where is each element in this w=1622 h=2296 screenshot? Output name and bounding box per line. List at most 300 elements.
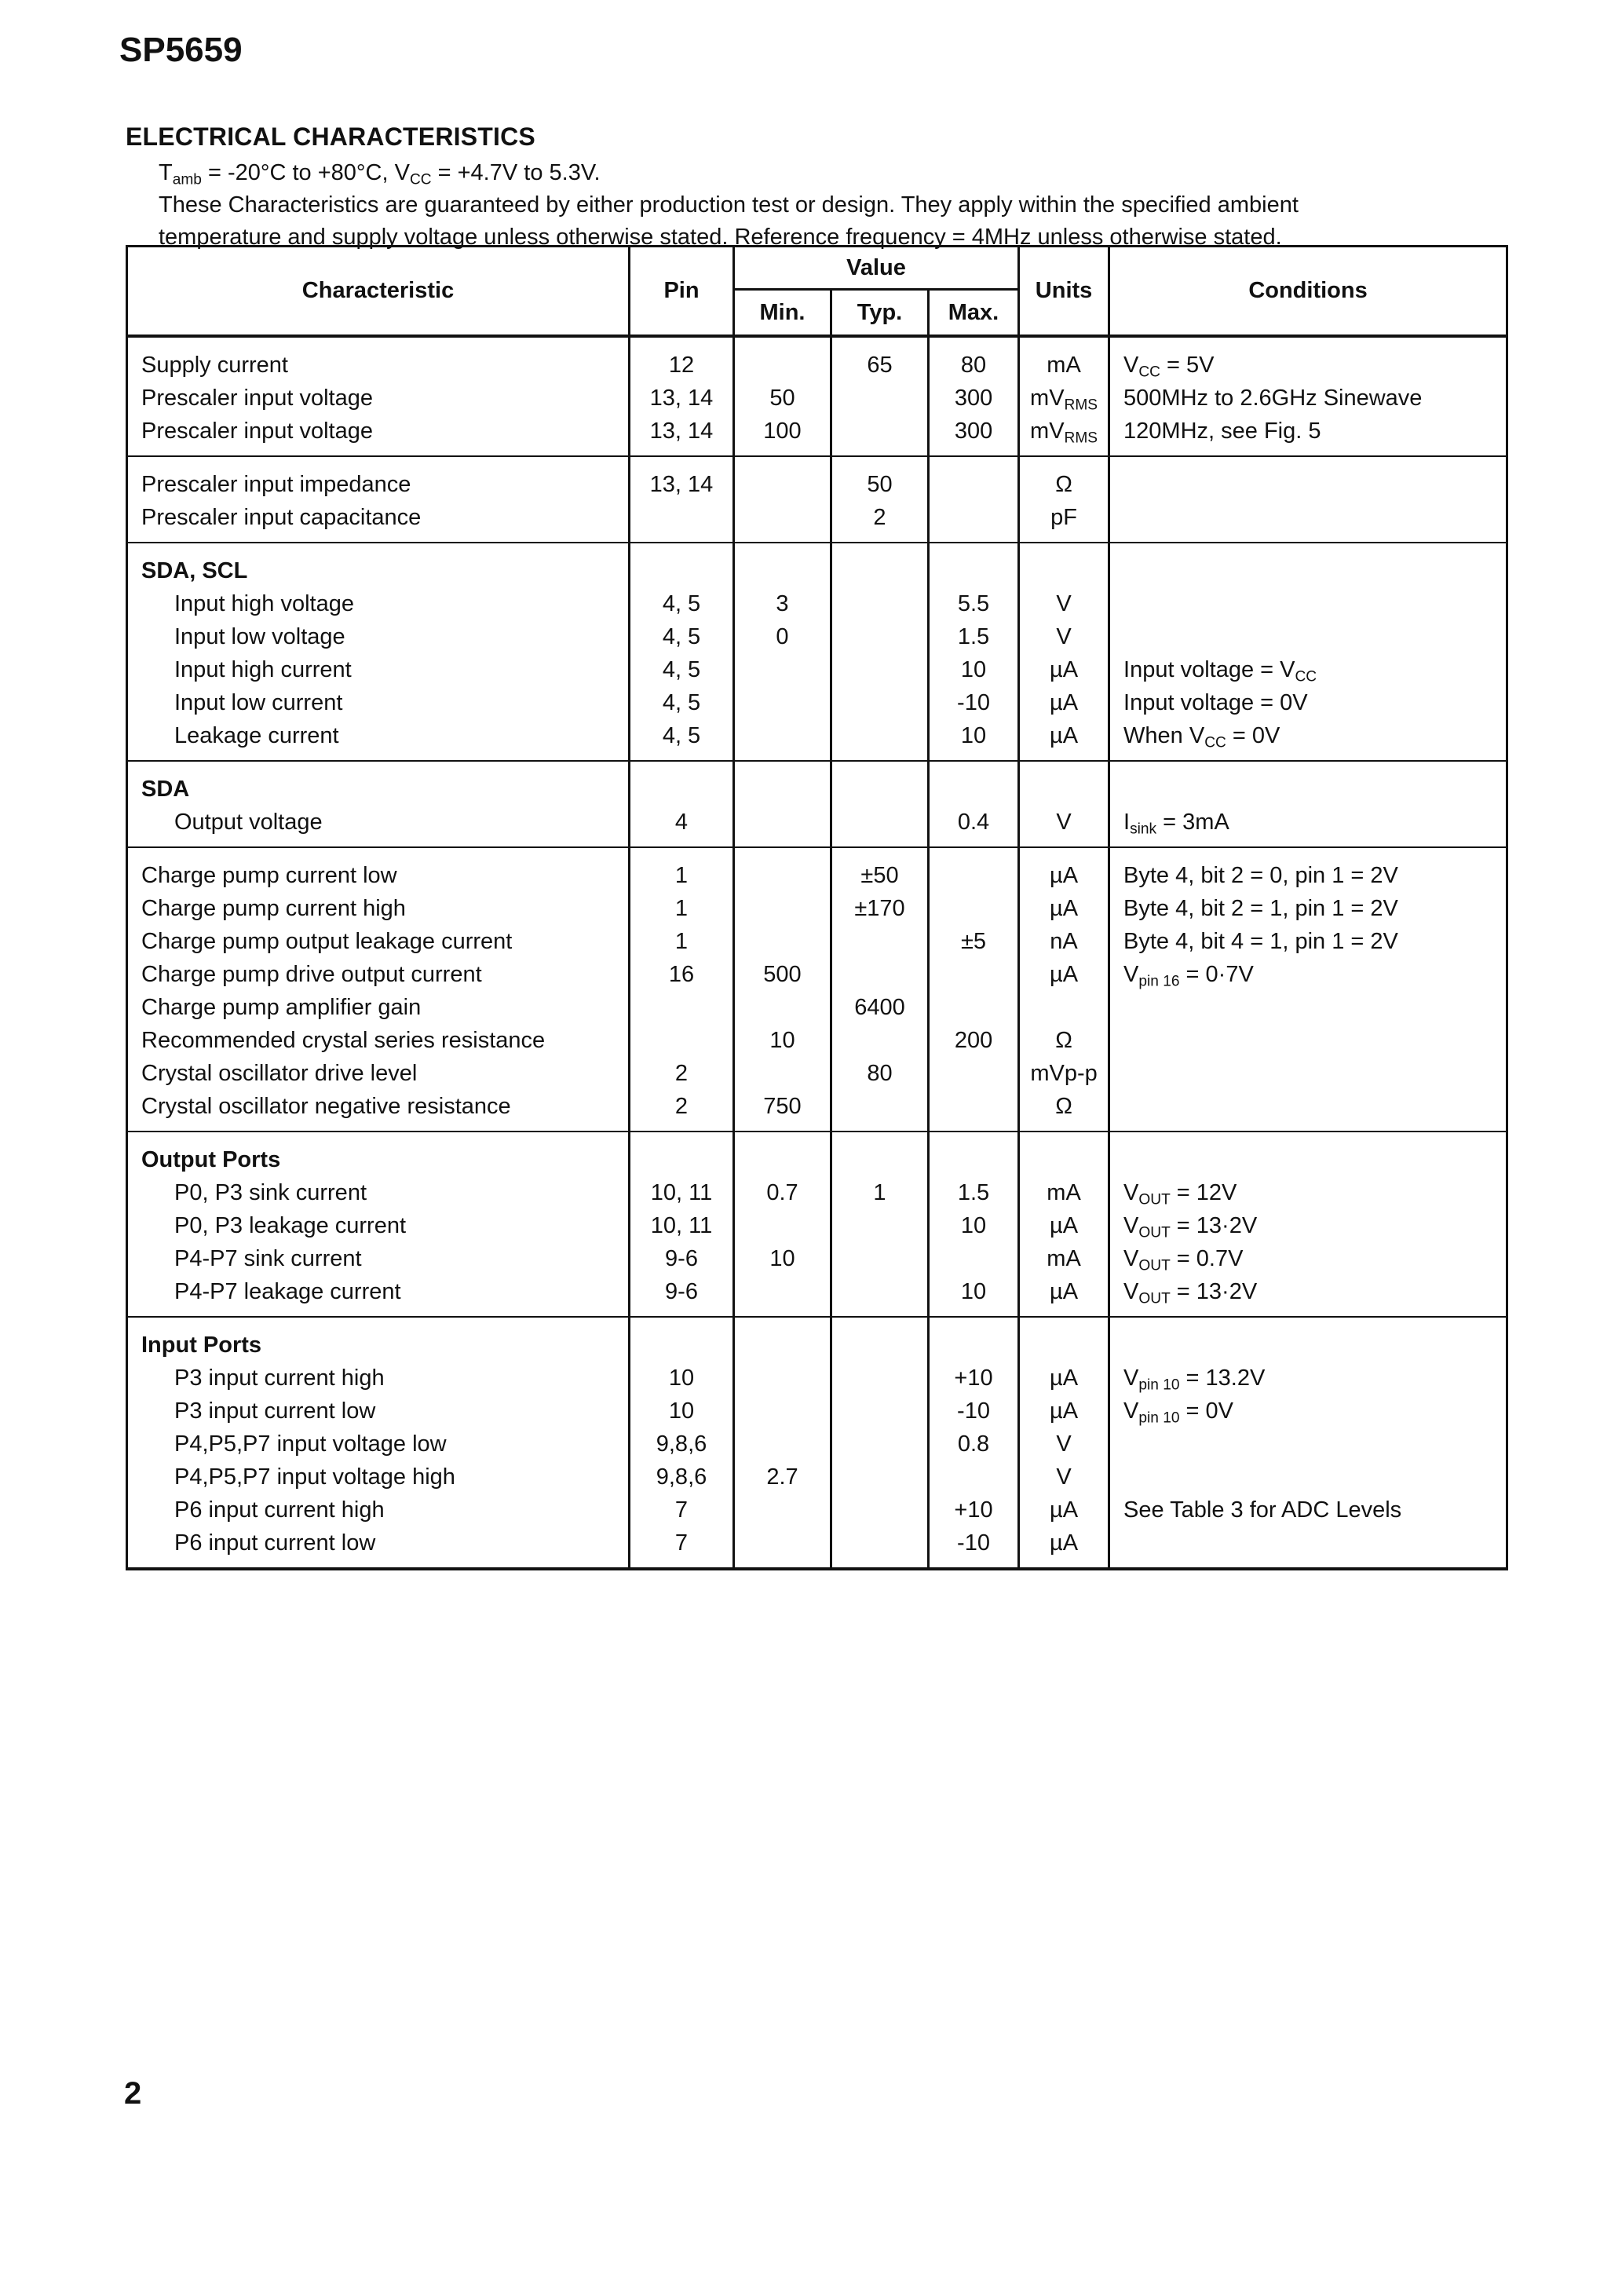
row-typ: ±50 xyxy=(860,863,899,888)
row-pin: 4, 5 xyxy=(662,690,701,715)
row-units: Ω xyxy=(1055,1028,1072,1053)
row-units: pF xyxy=(1050,505,1077,530)
row-pin: 9-6 xyxy=(665,1246,698,1271)
row-min: 0.7 xyxy=(766,1180,798,1205)
row-pin: 2 xyxy=(674,1094,689,1119)
row-pin: 4, 5 xyxy=(662,657,701,682)
row-characteristic: Prescaler input impedance xyxy=(141,472,411,497)
cell-characteristic xyxy=(127,761,630,847)
empty-cell-line xyxy=(735,1329,830,1362)
row-typ xyxy=(832,925,927,958)
vcc-subscript: CC xyxy=(409,171,432,188)
empty-cell-line xyxy=(1020,1329,1108,1362)
row-min xyxy=(735,1275,830,1308)
row-characteristic: Crystal oscillator negative resistance xyxy=(141,1094,511,1119)
row-conditions: $I_{sink} = 3mA$ xyxy=(1123,810,1229,838)
row-pin: 4 xyxy=(674,810,689,835)
header-units: Units xyxy=(1019,247,1109,337)
row-characteristic: P3 input current high xyxy=(174,1366,385,1391)
empty-cell-line xyxy=(630,773,732,806)
row-typ xyxy=(832,1024,927,1057)
row-typ xyxy=(832,1493,927,1526)
cell-min xyxy=(734,336,831,456)
cell-min xyxy=(734,456,831,543)
row-max: 1.5 xyxy=(957,624,990,649)
row-pin xyxy=(630,501,732,534)
row-max xyxy=(930,991,1017,1024)
row-min: 10 xyxy=(769,1246,795,1271)
row-min xyxy=(735,1493,830,1526)
row-conditions xyxy=(1123,1428,1506,1461)
row-pin: 9,8,6 xyxy=(656,1431,707,1457)
cell-characteristic xyxy=(127,456,630,543)
cell-conditions xyxy=(1109,336,1507,456)
row-conditions: 500MHz to 2.6GHz Sinewave xyxy=(1123,386,1423,411)
row-min xyxy=(735,806,830,839)
row-typ: 6400 xyxy=(854,995,905,1020)
empty-cell-line xyxy=(930,1329,1017,1362)
row-typ xyxy=(832,1362,927,1395)
row-units: µA xyxy=(1050,723,1079,748)
row-pin: 1 xyxy=(674,896,689,921)
row-typ: 80 xyxy=(867,1061,893,1086)
cell-min xyxy=(734,847,831,1132)
row-typ: 2 xyxy=(873,505,886,530)
row-units: Ω xyxy=(1055,1094,1072,1119)
row-min xyxy=(735,686,830,719)
row-typ xyxy=(832,719,927,752)
row-typ xyxy=(832,1428,927,1461)
row-units: V xyxy=(1056,1431,1072,1457)
row-pin: 2 xyxy=(674,1061,689,1086)
group-title: SDA, SCL xyxy=(141,558,248,583)
row-units: Ω xyxy=(1055,472,1072,497)
row-units: µA xyxy=(1050,962,1079,987)
cell-characteristic xyxy=(127,1132,630,1317)
row-min xyxy=(735,1526,830,1559)
row-typ xyxy=(832,958,927,991)
header-typ: Typ. xyxy=(831,290,929,337)
row-conditions xyxy=(1123,501,1506,534)
tamb-label: T xyxy=(159,160,173,185)
row-pin: 7 xyxy=(674,1530,689,1556)
row-max xyxy=(930,1090,1017,1123)
cell-max xyxy=(929,456,1019,543)
row-pin: 10, 11 xyxy=(650,1213,713,1238)
cell-max xyxy=(929,1132,1019,1317)
row-conditions: $V_{CC} = 5V$ xyxy=(1123,353,1215,381)
cell-units xyxy=(1019,1317,1109,1569)
row-min xyxy=(735,1428,830,1461)
cell-min xyxy=(734,1317,831,1569)
empty-cell-line xyxy=(1020,1143,1108,1176)
row-pin: 4, 5 xyxy=(662,723,701,748)
row-pin: 10, 11 xyxy=(650,1180,713,1205)
row-conditions: $V_{OUT} = 12V$ xyxy=(1123,1180,1237,1208)
cell-units xyxy=(1019,1132,1109,1317)
cell-conditions xyxy=(1109,1317,1507,1569)
row-min xyxy=(735,719,830,752)
empty-cell-line xyxy=(630,554,732,587)
row-units: µA xyxy=(1050,1213,1079,1238)
row-min xyxy=(735,1362,830,1395)
row-characteristic: Charge pump current high xyxy=(141,896,406,921)
row-conditions: Input voltage = $V_{CC}$ xyxy=(1123,657,1317,686)
row-units: mA xyxy=(1047,1246,1081,1271)
row-min xyxy=(735,653,830,686)
row-min: 3 xyxy=(776,591,789,616)
row-units: µA xyxy=(1050,690,1079,715)
cell-max xyxy=(929,336,1019,456)
row-pin: 9,8,6 xyxy=(656,1464,707,1490)
table-row-group xyxy=(127,1132,1507,1317)
header-max: Max. xyxy=(929,290,1019,337)
row-conditions: See Table 3 for ADC Levels xyxy=(1123,1497,1402,1523)
row-min xyxy=(735,892,830,925)
row-min: 100 xyxy=(763,419,802,444)
row-characteristic: P4,P5,P7 input voltage high xyxy=(174,1464,455,1490)
cell-units xyxy=(1019,543,1109,761)
row-characteristic: Input high voltage xyxy=(174,591,354,616)
row-conditions: $V_{pin 10} = 0V$ xyxy=(1123,1398,1234,1427)
cell-conditions xyxy=(1109,1132,1507,1317)
cell-min xyxy=(734,761,831,847)
row-pin: 4, 5 xyxy=(662,624,701,649)
cell-typ xyxy=(831,456,929,543)
row-units: µA xyxy=(1050,1497,1079,1523)
table-row-group xyxy=(127,336,1507,456)
table-body xyxy=(127,336,1507,1569)
row-max: 300 xyxy=(954,386,993,411)
row-characteristic: Supply current xyxy=(141,353,288,378)
intro-text xyxy=(159,157,1540,254)
row-typ xyxy=(832,587,927,620)
row-pin: 13, 14 xyxy=(649,419,714,444)
row-pin: 4, 5 xyxy=(662,591,701,616)
row-min xyxy=(735,991,830,1024)
row-conditions xyxy=(1123,1024,1506,1057)
row-characteristic: Prescaler input voltage xyxy=(141,386,373,411)
cell-characteristic xyxy=(127,847,630,1132)
row-units: µA xyxy=(1050,1398,1079,1424)
row-typ xyxy=(832,620,927,653)
row-max: 10 xyxy=(960,1213,987,1238)
row-units: V xyxy=(1056,624,1072,649)
cell-units xyxy=(1019,761,1109,847)
row-conditions xyxy=(1123,587,1506,620)
row-pin: 10 xyxy=(668,1398,695,1424)
empty-cell-line xyxy=(1123,1329,1506,1362)
row-min: 50 xyxy=(769,386,795,411)
row-characteristic: Input low current xyxy=(174,690,343,715)
row-characteristic: P4-P7 leakage current xyxy=(174,1279,401,1304)
header-min: Min. xyxy=(734,290,831,337)
part-number: SP5659 xyxy=(119,31,243,69)
cell-typ xyxy=(831,543,929,761)
cell-pin xyxy=(630,761,734,847)
row-conditions xyxy=(1123,1090,1506,1123)
empty-cell-line xyxy=(1123,773,1506,806)
cell-min xyxy=(734,543,831,761)
row-typ xyxy=(832,382,927,415)
row-max: 0.8 xyxy=(957,1431,990,1457)
row-conditions: $V_{OUT} = 13\cdot 2V$ xyxy=(1123,1213,1258,1241)
row-units: V xyxy=(1056,1464,1072,1490)
empty-cell-line xyxy=(930,554,1017,587)
row-characteristic: Charge pump output leakage current xyxy=(141,929,513,954)
row-conditions xyxy=(1123,468,1506,501)
cell-typ xyxy=(831,1317,929,1569)
row-conditions xyxy=(1123,1461,1506,1493)
row-units xyxy=(1020,991,1108,1024)
cell-characteristic xyxy=(127,1317,630,1569)
row-max: +10 xyxy=(954,1497,993,1523)
cell-pin xyxy=(630,1132,734,1317)
row-conditions: Byte 4, bit 2 = 1, pin 1 = 2V xyxy=(1123,896,1398,921)
row-min xyxy=(735,501,830,534)
row-min xyxy=(735,349,830,382)
row-pin: 1 xyxy=(674,863,689,888)
cell-pin xyxy=(630,847,734,1132)
row-max: 0.4 xyxy=(957,810,990,835)
page-number: 2 xyxy=(124,2076,142,2111)
cell-typ xyxy=(831,847,929,1132)
empty-cell-line xyxy=(1020,773,1108,806)
table-row-group xyxy=(127,456,1507,543)
row-units: V xyxy=(1056,591,1072,616)
tamb-range: = -20°C to +80°C, V xyxy=(201,160,410,185)
row-min xyxy=(735,1057,830,1090)
row-characteristic: Prescaler input capacitance xyxy=(141,505,422,530)
row-pin: 13, 14 xyxy=(649,472,714,497)
row-units: mA xyxy=(1047,353,1081,378)
row-typ xyxy=(832,686,927,719)
row-conditions: $V_{pin 10} = 13.2V$ xyxy=(1123,1366,1266,1394)
row-characteristic: Recommended crystal series resistance xyxy=(141,1028,546,1053)
empty-cell-line xyxy=(735,1143,830,1176)
empty-cell-line xyxy=(832,1329,927,1362)
row-characteristic: Charge pump current low xyxy=(141,863,397,888)
reference-line: temperature and supply voltage unless otherwise stated. Reference frequency = 4MHz unless otherwise stated. xyxy=(159,225,1282,250)
row-units: $mV_{RMS}$ xyxy=(1030,386,1098,414)
cell-pin xyxy=(630,336,734,456)
row-max: -10 xyxy=(957,1530,990,1556)
cell-max xyxy=(929,543,1019,761)
row-conditions: Byte 4, bit 2 = 0, pin 1 = 2V xyxy=(1123,863,1398,888)
row-max: -10 xyxy=(957,690,990,715)
row-typ xyxy=(832,1526,927,1559)
empty-cell-line xyxy=(832,1143,927,1176)
row-max: ±5 xyxy=(960,929,987,954)
row-conditions xyxy=(1123,1526,1506,1559)
row-characteristic: Prescaler input voltage xyxy=(141,419,373,444)
empty-cell-line xyxy=(1123,554,1506,587)
empty-cell-line xyxy=(930,773,1017,806)
row-typ xyxy=(832,653,927,686)
cell-units xyxy=(1019,456,1109,543)
row-pin: 12 xyxy=(668,353,695,378)
temperature-supply-line xyxy=(159,157,1540,189)
row-min: 2.7 xyxy=(766,1464,798,1490)
row-units: µA xyxy=(1050,1279,1079,1304)
row-characteristic: P6 input current low xyxy=(174,1530,376,1556)
row-characteristic: P4-P7 sink current xyxy=(174,1246,362,1271)
row-max xyxy=(930,859,1017,892)
cell-max xyxy=(929,1317,1019,1569)
row-typ xyxy=(832,1242,927,1275)
row-characteristic: Charge pump drive output current xyxy=(141,962,482,987)
page-header-part-number xyxy=(119,31,243,69)
row-max xyxy=(930,468,1017,501)
vcc-range: = +4.7V to 5.3V. xyxy=(431,160,601,185)
row-typ xyxy=(832,1461,927,1493)
tamb-subscript: amb xyxy=(172,171,202,188)
cell-pin xyxy=(630,1317,734,1569)
row-max: 5.5 xyxy=(957,591,990,616)
cell-pin xyxy=(630,543,734,761)
row-typ xyxy=(832,1395,927,1428)
cell-units xyxy=(1019,336,1109,456)
empty-cell-line xyxy=(735,554,830,587)
row-typ xyxy=(832,1090,927,1123)
row-typ: ±170 xyxy=(854,896,905,921)
row-units: µA xyxy=(1050,863,1079,888)
table-row-group xyxy=(127,761,1507,847)
row-max: 10 xyxy=(960,1279,987,1304)
row-max: 1.5 xyxy=(957,1180,990,1205)
table-row-group xyxy=(127,543,1507,761)
empty-cell-line xyxy=(930,1143,1017,1176)
electrical-characteristics-table xyxy=(126,245,1508,1570)
row-typ xyxy=(832,1209,927,1242)
cell-conditions xyxy=(1109,456,1507,543)
row-units: mA xyxy=(1047,1180,1081,1205)
row-pin: 16 xyxy=(668,962,695,987)
table-row-group xyxy=(127,1317,1507,1569)
row-typ: 1 xyxy=(873,1180,886,1205)
group-title: Output Ports xyxy=(141,1147,281,1172)
cell-conditions xyxy=(1109,761,1507,847)
row-pin: 10 xyxy=(668,1366,695,1391)
cell-pin xyxy=(630,456,734,543)
row-max xyxy=(930,1461,1017,1493)
row-pin xyxy=(630,991,732,1024)
row-characteristic: Input high current xyxy=(174,657,352,682)
row-min: 750 xyxy=(763,1094,802,1119)
row-pin: 9-6 xyxy=(665,1279,698,1304)
row-conditions xyxy=(1123,1057,1506,1090)
row-units: V xyxy=(1056,810,1072,835)
row-conditions: $V_{OUT} = 0.7V$ xyxy=(1123,1246,1244,1274)
cell-typ xyxy=(831,761,929,847)
row-characteristic: P0, P3 leakage current xyxy=(174,1213,407,1238)
group-title: SDA xyxy=(141,777,190,802)
row-min: 10 xyxy=(769,1028,795,1053)
row-max: -10 xyxy=(957,1398,990,1424)
empty-cell-line xyxy=(1020,554,1108,587)
section-title: ELECTRICAL CHARACTERISTICS xyxy=(126,122,535,151)
row-pin: 1 xyxy=(674,929,689,954)
row-max xyxy=(930,1242,1017,1275)
row-units: nA xyxy=(1050,929,1078,954)
row-pin xyxy=(630,1024,732,1057)
cell-max xyxy=(929,847,1019,1132)
row-units: µA xyxy=(1050,657,1079,682)
row-typ: 65 xyxy=(867,353,893,378)
empty-cell-line xyxy=(735,773,830,806)
row-max xyxy=(930,892,1017,925)
row-max: 80 xyxy=(960,353,987,378)
row-typ: 50 xyxy=(867,472,893,497)
cell-min xyxy=(734,1132,831,1317)
row-conditions: $V_{OUT} = 13\cdot 2V$ xyxy=(1123,1279,1258,1307)
row-conditions: Byte 4, bit 4 = 1, pin 1 = 2V xyxy=(1123,929,1398,954)
row-min: 500 xyxy=(763,962,802,987)
row-conditions: Input voltage = 0V xyxy=(1123,690,1308,715)
cell-characteristic xyxy=(127,543,630,761)
row-conditions: 120MHz, see Fig. 5 xyxy=(1123,419,1321,444)
group-title: Input Ports xyxy=(141,1333,262,1358)
header-conditions: Conditions xyxy=(1109,247,1507,337)
row-units: $mV_{RMS}$ xyxy=(1030,419,1098,447)
row-characteristic: Charge pump amplifier gain xyxy=(141,995,422,1020)
row-min xyxy=(735,1209,830,1242)
row-max: 10 xyxy=(960,723,987,748)
cell-typ xyxy=(831,1132,929,1317)
row-conditions xyxy=(1123,991,1506,1024)
row-max: 300 xyxy=(954,419,993,444)
row-max xyxy=(930,501,1017,534)
cell-units xyxy=(1019,847,1109,1132)
row-min xyxy=(735,1395,830,1428)
row-characteristic: Input low voltage xyxy=(174,624,345,649)
empty-cell-line xyxy=(1123,1143,1506,1176)
header-value: Value xyxy=(734,247,1019,290)
cell-conditions xyxy=(1109,543,1507,761)
row-max xyxy=(930,1057,1017,1090)
row-pin: 13, 14 xyxy=(649,386,714,411)
row-pin: 7 xyxy=(674,1497,689,1523)
empty-cell-line xyxy=(832,554,927,587)
row-typ xyxy=(832,415,927,448)
row-conditions xyxy=(1123,620,1506,653)
row-max: +10 xyxy=(954,1366,993,1391)
row-typ xyxy=(832,806,927,839)
row-conditions: $V_{pin 16} = 0\cdot 7V$ xyxy=(1123,962,1254,990)
row-min xyxy=(735,925,830,958)
row-max: 10 xyxy=(960,657,987,682)
row-min: 0 xyxy=(776,624,789,649)
header-characteristic: Characteristic xyxy=(127,247,630,337)
row-characteristic: Output voltage xyxy=(174,810,323,835)
row-min xyxy=(735,859,830,892)
row-units: µA xyxy=(1050,896,1079,921)
row-max xyxy=(930,958,1017,991)
row-characteristic: P3 input current low xyxy=(174,1398,376,1424)
row-conditions: When $V_{CC} = 0V$ xyxy=(1123,723,1280,751)
row-max: 200 xyxy=(954,1028,993,1053)
empty-cell-line xyxy=(630,1143,732,1176)
empty-cell-line xyxy=(832,773,927,806)
header-pin: Pin xyxy=(630,247,734,337)
row-characteristic: P6 input current high xyxy=(174,1497,385,1523)
row-units: µA xyxy=(1050,1366,1079,1391)
row-characteristic: Crystal oscillator drive level xyxy=(141,1061,418,1086)
row-characteristic: Leakage current xyxy=(174,723,339,748)
cell-typ xyxy=(831,336,929,456)
row-units: µA xyxy=(1050,1530,1079,1556)
cell-conditions xyxy=(1109,847,1507,1132)
